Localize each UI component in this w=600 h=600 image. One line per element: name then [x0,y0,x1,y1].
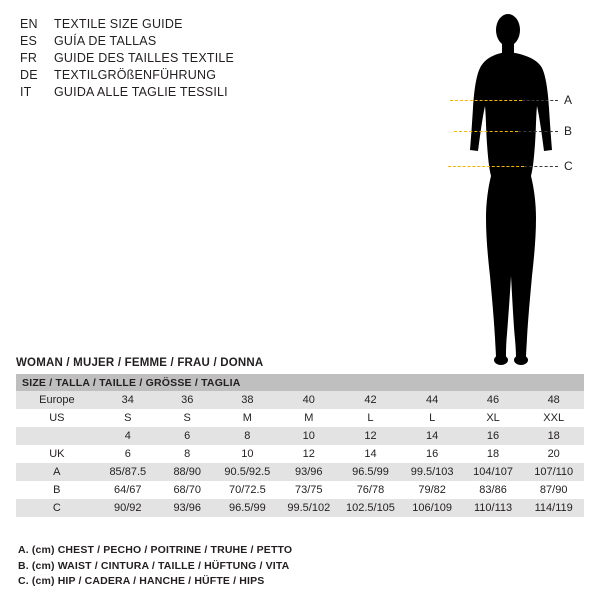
female-body-figure [430,8,590,368]
cell-us-2: S [158,409,217,427]
cell-us-1: S [98,409,158,427]
language-title-de: TEXTILGRÖßENFÜHRUNG [54,68,217,82]
cell-europe-3: 38 [217,391,279,409]
cell-europe-1: 34 [98,391,158,409]
cell-usnum-2: 6 [158,427,217,445]
cell-us-6: L [402,409,463,427]
cell-c-6: 106/109 [402,499,463,517]
cell-uk-5: 14 [339,445,401,463]
cell-us-7: XL [463,409,524,427]
cell-us-8: XXL [523,409,584,427]
cell-uk-3: 10 [217,445,279,463]
cell-uk-4: 12 [278,445,339,463]
cell-b-1: 64/67 [98,481,158,499]
measure-label-a: A [564,93,573,107]
cell-us-4: M [278,409,339,427]
language-title-en: TEXTILE SIZE GUIDE [54,17,183,31]
language-row-fr [20,50,320,67]
gender-caption: WOMAN / MUJER / FEMME / FRAU / DONNA [16,357,264,369]
language-row-de [20,67,320,84]
cell-usnum-4: 10 [278,427,339,445]
language-list [20,16,320,101]
female-silhouette-icon [430,8,590,368]
cell-usnum-5: 12 [339,427,401,445]
cell-c-2: 93/96 [158,499,217,517]
cell-a-2: 88/90 [158,463,217,481]
measure-tail-waist [518,131,558,132]
cell-europe-4: 40 [278,391,339,409]
table-row [16,391,584,409]
language-code-de: DE [20,68,38,82]
measure-line-chest [450,100,522,101]
table-row [16,463,584,481]
cell-us-5: L [339,409,401,427]
language-title-es: GUÍA DE TALLAS [54,34,157,48]
cell-a-8: 107/110 [523,463,584,481]
cell-uk-1: 6 [98,445,158,463]
cell-c-8: 114/119 [523,499,584,517]
cell-c-1: 90/92 [98,499,158,517]
cell-uk-2: 8 [158,445,217,463]
cell-a-3: 90.5/92.5 [217,463,279,481]
table-header-row [16,374,584,391]
cell-b-5: 76/78 [339,481,401,499]
cell-europe-2: 36 [158,391,217,409]
row-label-us-numeric [16,427,98,445]
cell-europe-8: 48 [523,391,584,409]
cell-europe-6: 44 [402,391,463,409]
cell-europe-7: 46 [463,391,524,409]
cell-usnum-3: 8 [217,427,279,445]
size-table [16,374,584,517]
row-label-us: US [16,409,98,427]
cell-usnum-8: 18 [523,427,584,445]
cell-usnum-7: 16 [463,427,524,445]
footnote-chest: A. (cm) CHEST / PECHO / POITRINE / TRUHE / PETTO [18,544,293,556]
measure-label-c: C [564,159,573,173]
measure-line-waist [454,131,518,132]
language-row-it [20,84,320,101]
language-code-en: EN [20,17,38,31]
row-label-c: C [16,499,98,517]
table-row [16,445,584,463]
language-title-fr: GUIDE DES TAILLES TEXTILE [54,51,235,65]
language-code-es: ES [20,34,38,48]
row-label-europe: Europe [16,391,98,409]
cell-b-8: 87/90 [523,481,584,499]
table-row [16,409,584,427]
language-row-en [20,16,320,33]
cell-b-3: 70/72.5 [217,481,279,499]
language-row-es [20,33,320,50]
measure-line-hip [448,166,524,167]
table-row [16,499,584,517]
cell-b-7: 83/86 [463,481,524,499]
cell-a-7: 104/107 [463,463,524,481]
footnote-hip: C. (cm) HIP / CADERA / HANCHE / HÜFTE / HIPS [18,575,265,587]
table-header-label: SIZE / TALLA / TAILLE / GRÖSSE / TAGLIA [16,374,584,391]
size-table-wrapper [16,374,584,517]
language-title-it: GUIDA ALLE TAGLIE TESSILI [54,85,228,99]
table-row [16,481,584,499]
cell-uk-6: 16 [402,445,463,463]
language-code-it: IT [20,85,32,99]
cell-c-4: 99.5/102 [278,499,339,517]
cell-europe-5: 42 [339,391,401,409]
cell-uk-8: 20 [523,445,584,463]
footnote-waist: B. (cm) WAIST / CINTURA / TAILLE / HÜFTUNG / VITA [18,559,290,572]
measure-tail-chest [522,100,558,101]
cell-usnum-1: 4 [98,427,158,445]
cell-c-7: 110/113 [463,499,524,517]
table-row [16,427,584,445]
cell-a-1: 85/87.5 [98,463,158,481]
cell-c-3: 96.5/99 [217,499,279,517]
language-code-fr: FR [20,51,38,65]
cell-usnum-6: 14 [402,427,463,445]
measure-tail-hip [524,166,558,167]
cell-c-5: 102.5/105 [339,499,401,517]
cell-a-4: 93/96 [278,463,339,481]
cell-b-6: 79/82 [402,481,463,499]
cell-a-6: 99.5/103 [402,463,463,481]
row-label-b: B [16,481,98,499]
cell-b-2: 68/70 [158,481,217,499]
measure-label-b: B [564,124,573,138]
cell-us-3: M [217,409,279,427]
row-label-a: A [16,463,98,481]
cell-uk-7: 18 [463,445,524,463]
row-label-uk: UK [16,445,98,463]
footnote-list [18,543,578,590]
cell-a-5: 96.5/99 [339,463,401,481]
cell-b-4: 73/75 [278,481,339,499]
